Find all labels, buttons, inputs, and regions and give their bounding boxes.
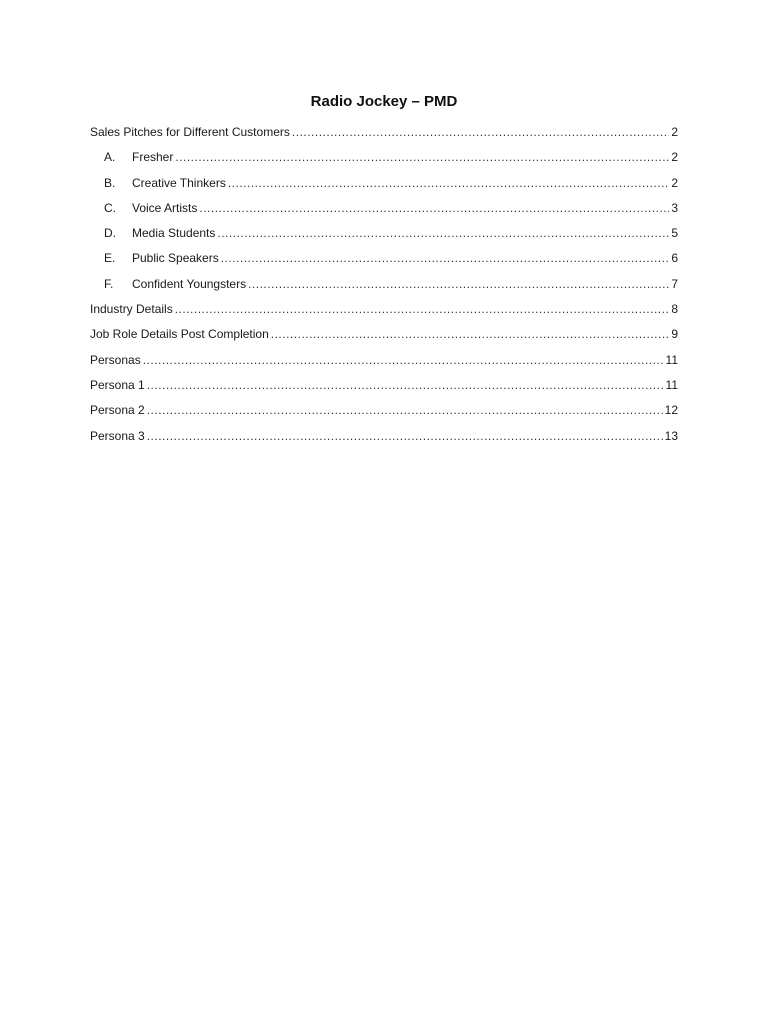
toc-entry-marker: B. bbox=[104, 175, 116, 190]
toc-dot-leader bbox=[292, 125, 669, 139]
toc-entry-label: Voice Artists bbox=[132, 200, 198, 215]
toc-page-number: 9 bbox=[671, 327, 678, 342]
document-title: Radio Jockey – PMD bbox=[310, 93, 458, 110]
toc-entry-label: Job Role Details Post Completion bbox=[90, 327, 269, 342]
toc-dot-leader bbox=[175, 302, 670, 316]
toc-entry-persona-2[interactable] bbox=[90, 403, 678, 428]
toc-entry-fresher[interactable] bbox=[90, 150, 678, 175]
toc-entry-label: Confident Youngsters bbox=[132, 276, 247, 291]
toc-entry-creative-thinkers[interactable] bbox=[90, 176, 678, 201]
toc-entry-job-role-details[interactable] bbox=[90, 327, 678, 352]
toc-dot-leader bbox=[199, 201, 669, 215]
toc-page-number: 7 bbox=[671, 276, 678, 291]
toc-entry-confident-youngsters[interactable] bbox=[90, 277, 678, 302]
toc-dot-leader bbox=[221, 251, 670, 265]
toc-entry-label: Fresher bbox=[132, 150, 174, 165]
toc-page-number: 11 bbox=[665, 377, 678, 392]
toc-page-number: 6 bbox=[671, 251, 678, 266]
toc-entry-marker: C. bbox=[104, 200, 116, 215]
toc-entry-label: Personas bbox=[90, 352, 141, 367]
toc-entry-public-speakers[interactable] bbox=[90, 251, 678, 276]
toc-page-number: 2 bbox=[671, 125, 678, 139]
toc-page-number: 2 bbox=[671, 175, 678, 190]
toc-dot-leader bbox=[228, 176, 669, 190]
toc-dot-leader bbox=[175, 150, 669, 164]
toc-entry-persona-3[interactable] bbox=[90, 429, 678, 454]
toc-page-number: 12 bbox=[664, 403, 678, 418]
table-of-contents bbox=[90, 125, 678, 454]
toc-entry-label: Persona 3 bbox=[90, 428, 145, 443]
toc-dot-leader bbox=[143, 353, 664, 367]
toc-page-number: 13 bbox=[664, 428, 678, 443]
toc-entry-marker: F. bbox=[104, 276, 114, 291]
toc-dot-leader bbox=[217, 226, 669, 240]
toc-entry-voice-artists[interactable] bbox=[90, 201, 678, 226]
toc-entry-persona-1[interactable] bbox=[90, 378, 678, 403]
toc-dot-leader bbox=[271, 327, 670, 341]
toc-entry-label: Industry Details bbox=[90, 302, 173, 317]
toc-entry-marker: D. bbox=[104, 226, 116, 241]
toc-entry-marker: A. bbox=[104, 150, 116, 165]
toc-page-number: 8 bbox=[671, 302, 678, 317]
toc-dot-leader bbox=[147, 429, 663, 443]
toc-entry-personas[interactable] bbox=[90, 353, 678, 378]
toc-entry-media-students[interactable] bbox=[90, 226, 678, 251]
toc-page-number: 5 bbox=[671, 226, 678, 241]
toc-page-number: 2 bbox=[671, 150, 678, 165]
toc-dot-leader bbox=[147, 403, 663, 417]
toc-dot-leader bbox=[147, 378, 664, 392]
toc-entry-label: Creative Thinkers bbox=[132, 175, 226, 190]
toc-entry-label: Public Speakers bbox=[132, 251, 219, 266]
toc-entry-label: Persona 2 bbox=[90, 403, 145, 418]
toc-entry-marker: E. bbox=[104, 251, 116, 266]
toc-entry-label: Sales Pitches for Different Customers bbox=[90, 125, 290, 139]
toc-dot-leader bbox=[248, 277, 669, 291]
toc-entry-industry-details[interactable] bbox=[90, 302, 678, 327]
toc-page-number: 3 bbox=[671, 200, 678, 215]
toc-entry-label: Persona 1 bbox=[90, 377, 145, 392]
toc-entry-sales-pitches[interactable] bbox=[90, 125, 678, 150]
toc-entry-label: Media Students bbox=[132, 226, 216, 241]
toc-page-number: 11 bbox=[665, 352, 678, 367]
